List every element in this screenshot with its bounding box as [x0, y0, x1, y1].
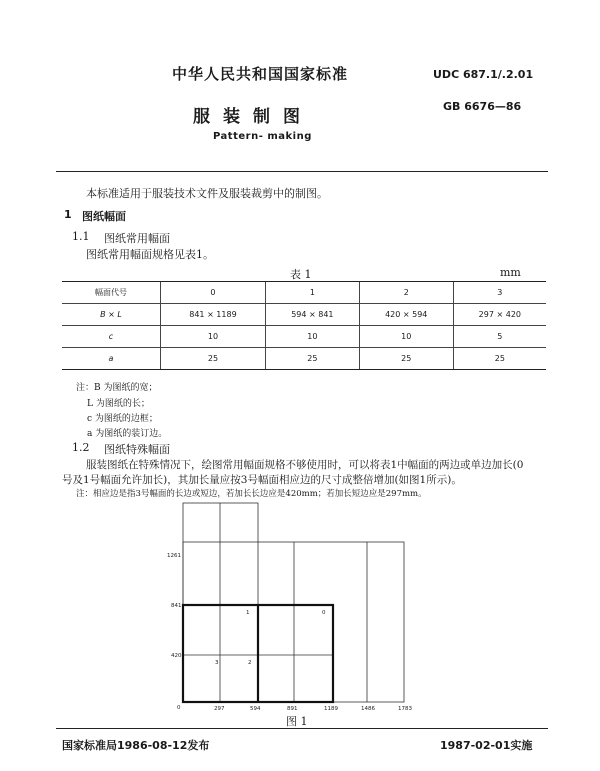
- figure-bold-frames: [183, 605, 333, 702]
- section-1-1-text: 图纸常用幅面规格见表1。: [86, 248, 214, 261]
- figure-grid: [183, 503, 404, 702]
- region-label-size-1: 1: [246, 610, 250, 616]
- x-axis-label: 594: [250, 706, 261, 712]
- frame-wide: [183, 542, 404, 702]
- table-cell: a: [62, 348, 161, 370]
- effective-date: 1987-02-01实施: [440, 739, 533, 752]
- region-label-size-0: 0: [322, 610, 326, 616]
- x-axis-label: 891: [287, 706, 298, 712]
- section-1-1-number: 1.1: [72, 230, 90, 243]
- table-cell: 25: [453, 348, 546, 370]
- table-cell: 10: [161, 326, 266, 348]
- table-cell: 10: [359, 326, 453, 348]
- table-unit: mm: [500, 266, 521, 279]
- origin-label: 0: [177, 705, 181, 711]
- x-axis-label: 1189: [324, 706, 338, 712]
- page-title: 服装制图: [193, 107, 313, 127]
- region-label-size-2: 2: [248, 660, 252, 666]
- table-caption: 表 1: [290, 268, 312, 281]
- y-axis-label: 841: [171, 603, 182, 609]
- section-1-1-title: 图纸常用幅面: [104, 232, 170, 245]
- table-note: a 为图纸的装订边。: [87, 429, 168, 439]
- standard-body-title: 中华人民共和国国家标准: [172, 65, 349, 83]
- section-1-title: 图纸幅面: [82, 210, 126, 223]
- y-axis-label: 420: [171, 653, 182, 659]
- x-axis-label: 1783: [398, 706, 412, 712]
- section-1-2-number: 1.2: [72, 441, 90, 454]
- table-cell: 594 × 841: [265, 304, 359, 326]
- intro-text: 本标准适用于服装技术文件及服装裁剪中的制图。: [86, 187, 328, 200]
- table-cell: c: [62, 326, 161, 348]
- section-1-number: 1: [64, 208, 72, 221]
- x-axis-label: 1486: [361, 706, 375, 712]
- table-cell: 25: [265, 348, 359, 370]
- page-title-english: Pattern- making: [213, 131, 312, 142]
- table-cell: 420 × 594: [359, 304, 453, 326]
- section-1-2-text-line2: 号及1号幅面允许加长)，其加长量应按3号幅面相应边的尺寸成整倍增加(如图1所示)。: [62, 474, 462, 486]
- figure-caption: 图 1: [286, 715, 308, 728]
- table-cell: 25: [161, 348, 266, 370]
- table-cell: 幅面代号: [62, 282, 161, 304]
- table-cell: 841 × 1189: [161, 304, 266, 326]
- table-cell: B × L: [62, 304, 161, 326]
- table-cell: 1: [265, 282, 359, 304]
- udc-code: UDC 687.1/.2.01: [433, 68, 534, 81]
- table-note: c 为图纸的边框；: [87, 414, 158, 424]
- section-1-2-note: 注：相应边是指3号幅面的长边或短边，若加长长边应是420mm；若加长短边应是297mm。: [76, 489, 427, 499]
- table-cell: 25: [359, 348, 453, 370]
- region-label-size-3: 3: [215, 660, 219, 666]
- section-1-2-text-line1: 服装图纸在特殊情况下，绘图常用幅面规格不够使用时，可以将表1中幅面的两边或单边加长(0: [86, 459, 524, 471]
- frame-tall-left: [183, 503, 258, 702]
- table-note: L 为图纸的长；: [87, 399, 150, 409]
- section-1-2-title: 图纸特殊幅面: [104, 443, 170, 456]
- table-cell: 5: [453, 326, 546, 348]
- x-axis-label: 297: [214, 706, 225, 712]
- table-cell: 0: [161, 282, 266, 304]
- table-cell: 297 × 420: [453, 304, 546, 326]
- footer-divider: [56, 728, 548, 729]
- table-cell: 3: [453, 282, 546, 304]
- table-cell: 2: [359, 282, 453, 304]
- publish-date: 国家标准局1986-08-12发布: [62, 739, 210, 752]
- table-note: 注：B 为图纸的宽；: [76, 383, 158, 393]
- gb-number: GB 6676—86: [443, 100, 522, 113]
- y-axis-label: 1261: [167, 553, 181, 559]
- table-cell: 10: [265, 326, 359, 348]
